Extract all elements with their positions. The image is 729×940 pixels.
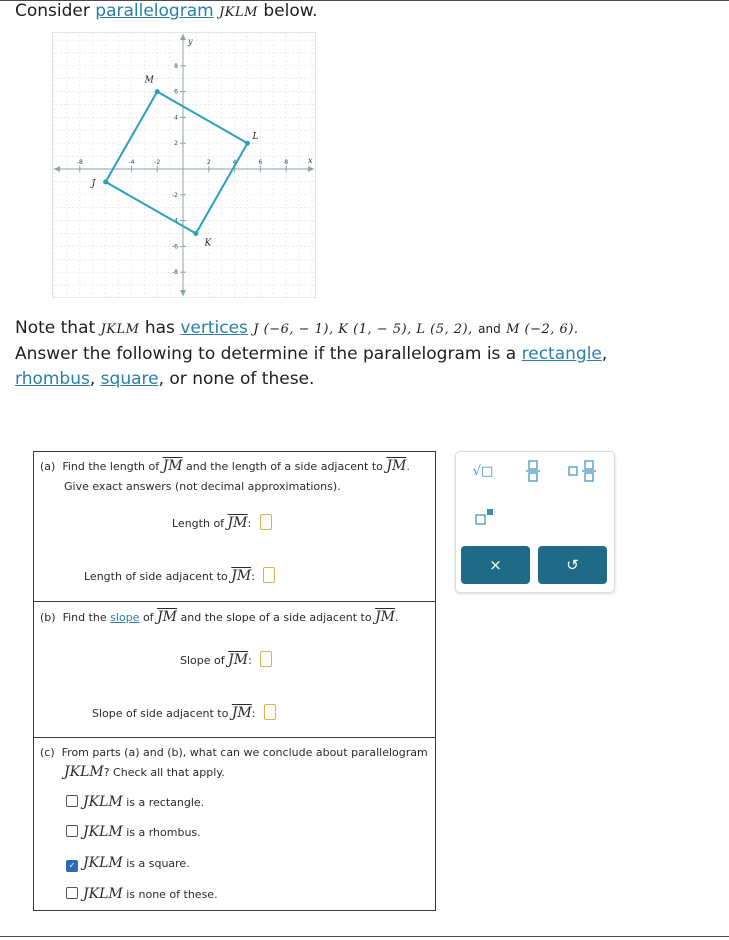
vertex-label-j: J [91,178,96,189]
note-line-3: rhombus, square, or none of these. [15,369,315,389]
x-tick-label: 8 [284,159,289,166]
graph-border [52,32,316,298]
fraction-button[interactable] [518,458,548,488]
vertex-k [193,231,198,236]
clear-icon: × [489,556,502,574]
checkbox-none[interactable] [66,887,78,899]
sqrt-button[interactable] [468,464,498,484]
x-tick-label: 6 [258,159,263,166]
exponent-icon [473,506,497,528]
vertex-label-l: L [252,132,259,143]
x-tick-label: 2 [206,159,211,166]
checkbox-square-checked[interactable]: ✓ [66,860,78,872]
slope-adjacent-input[interactable] [264,704,276,720]
x-tick-label: 4 [232,159,237,166]
length-adjacent-input[interactable] [263,567,275,583]
y-tick-label: 4 [174,114,178,122]
x-axis-arrow-left [54,166,60,172]
y-axis-arrow-down [180,290,186,296]
part-c-prompt: (c) From parts (a) and (b), what can we conclude about parallelogram [40,746,428,759]
clear-button[interactable] [461,546,530,584]
math-keypad [455,451,615,593]
x-tick-label: -2 [154,159,161,166]
y-tick-label: -8 [172,269,178,277]
sqrt-icon: √□ [472,464,494,479]
y-axis-arrow-up [180,34,186,40]
mixed-number-icon [567,458,601,484]
bottom-divider [0,936,729,937]
parallelogram-jklm [106,92,248,234]
fraction-icon [523,458,543,484]
y-tick-label: 6 [174,88,178,96]
part-b-prompt: (b) Find the slope of $\overline{JM}$ and the slope of a side adjacent to $\overline{JM}$. [40,609,399,625]
vertex-l [245,141,250,146]
option-none[interactable]: JKLM is none of these. [66,886,218,902]
option-square[interactable]: ✓ JKLM is a square. [66,855,190,872]
parallelogram-link[interactable]: parallelogram [95,1,214,21]
intro-line [15,0,318,24]
undo-icon: ↺ [566,556,579,574]
vertex-label-m: M [144,75,154,86]
vertex-j [103,179,108,184]
y-tick-label: -6 [172,243,178,251]
exponent-button[interactable] [470,506,500,530]
note-text [15,316,725,392]
slope-jm-input[interactable] [260,651,272,667]
slope-jm-row: Slope of $\overline{JM}$: [180,651,272,668]
y-axis-label: y [188,37,193,46]
y-tick-label: 8 [174,62,178,70]
part-c-prompt-2: JKLM? Check all that apply. [64,764,225,780]
intro-prefix: Consider [15,1,90,21]
vertices-link[interactable]: vertices [180,318,248,338]
square-link[interactable]: square [100,369,159,389]
option-rhombus[interactable]: JKLM is a rhombus. [66,824,201,840]
intro-suffix: below. [263,1,318,21]
length-jm-row: Length of $\overline{JM}$: [172,514,272,531]
rectangle-link[interactable]: rectangle [521,344,602,364]
question-panel [33,451,436,911]
checkbox-rhombus[interactable] [66,825,78,837]
rhombus-link[interactable]: rhombus [15,369,90,389]
intro-shape: JKLM [219,5,258,20]
part-a-hint: Give exact answers (not decimal approximations). [64,480,341,493]
length-jm-input[interactable] [260,514,272,530]
part-a-prompt: (a) Find the length of $\overline{JM}$ and the length of a side adjacent to $\overline{JM}$. [40,458,410,474]
y-tick-label: 2 [174,140,178,148]
vertex-label-k: K [204,238,212,249]
graph-grid [52,32,316,298]
part-c-divider [34,737,435,738]
x-axis-arrow-right [308,166,314,172]
slope-link[interactable]: slope [110,611,140,624]
length-adjacent-row: Length of side adjacent to $\overline{JM}$: [84,567,275,584]
note-line-2: Answer the following to determine if the parallelogram is a rectangle, [15,344,608,364]
y-tick-label: -2 [172,191,178,199]
option-rectangle[interactable]: JKLM is a rectangle. [66,794,204,810]
note-line-1: Note that JKLM has vertices J (−6, − 1), K (1, − 5), L (5, 2), and M (−2, 6). [15,318,579,338]
slope-adjacent-row: Slope of side adjacent to $\overline{JM}$: [92,704,276,721]
checkbox-rectangle[interactable] [66,795,78,807]
x-axis-label: x [308,156,313,165]
undo-button[interactable] [538,546,607,584]
x-tick-label: -4 [128,159,135,166]
part-b-divider [34,601,435,602]
mixed-number-button[interactable] [564,458,604,488]
vertex-m [155,89,160,94]
vertex-coords: J (−6, − 1), K (1, − 5), L (5, 2), [253,322,473,337]
coordinate-graph [52,32,316,298]
x-tick-label: -8 [76,159,83,166]
y-tick-label: -4 [172,217,178,225]
